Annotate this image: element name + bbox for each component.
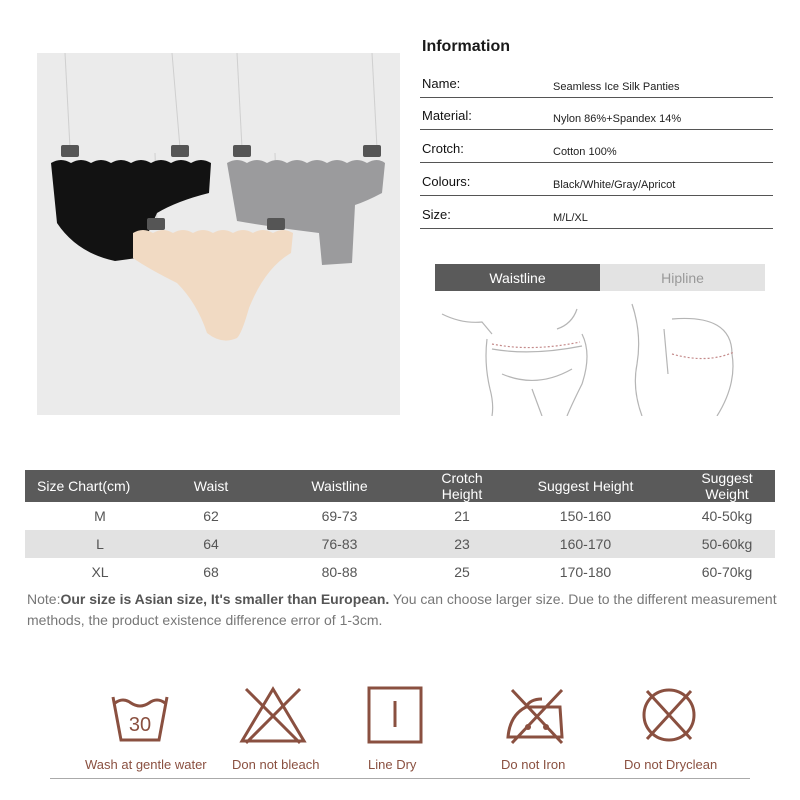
note-bold: Our size is Asian size, It's smaller than European.	[60, 591, 390, 607]
care-label-dryclean: Do not Dryclean	[624, 757, 718, 772]
size-note	[27, 589, 787, 631]
info-key: Crotch:	[422, 141, 464, 156]
cell-waist: 62	[203, 508, 219, 524]
cell-suggest-height: 170-180	[559, 564, 612, 580]
note-prefix: Note:	[27, 591, 61, 607]
size-chart-table	[25, 470, 775, 586]
table-row	[25, 530, 775, 558]
note-text: You can choose larger size. Due to the different measurement methods, the product existence difference error of 1-3cm.	[27, 591, 777, 628]
cell-crotch-height: 25	[454, 564, 470, 580]
cell-suggest-weight: 60-70kg	[701, 564, 753, 580]
cell-waistline: 80-88	[321, 564, 358, 580]
info-value: Black/White/Gray/Apricot	[553, 179, 676, 191]
info-value: Seamless Ice Silk Panties	[553, 81, 680, 93]
panties-illustration	[37, 53, 400, 415]
size-chart-header	[25, 470, 775, 502]
care-label-wash: Wash at gentle water	[85, 757, 207, 772]
header-suggest-weight: Suggest Weight	[679, 470, 775, 502]
cell-suggest-weight: 40-50kg	[701, 508, 753, 524]
info-key: Size:	[422, 207, 451, 222]
no-iron-icon	[502, 685, 572, 745]
cell-suggest-height: 150-160	[559, 508, 612, 524]
info-key: Name:	[422, 76, 461, 91]
no-dryclean-icon	[634, 685, 704, 745]
table-row	[25, 558, 775, 586]
header-waist: Waist	[175, 470, 247, 502]
care-label-iron: Do not Iron	[501, 757, 566, 772]
cell-suggest-weight: 50-60kg	[679, 530, 775, 558]
measurement-figures	[432, 294, 772, 416]
measure-tabs	[435, 264, 765, 291]
info-key: Material:	[422, 108, 472, 123]
care-label-bleach: Don not bleach	[232, 757, 320, 772]
cell-suggest-height: 160-170	[492, 530, 679, 558]
line-dry-icon	[360, 685, 430, 745]
tab-hipline[interactable]: Hipline	[600, 264, 765, 291]
tab-waistline[interactable]: Waistline	[435, 264, 600, 291]
info-title: Information	[422, 38, 510, 55]
wash-30-icon	[105, 685, 175, 745]
info-value: Nylon 86%+Spandex 14%	[553, 113, 682, 125]
svg-text:30: 30	[128, 714, 152, 736]
info-row-colours	[420, 166, 773, 196]
info-row-material	[420, 100, 773, 130]
cell-size: M	[94, 508, 106, 524]
info-key: Colours:	[422, 174, 471, 189]
header-suggest-height: Suggest Height	[492, 470, 679, 502]
cell-waist: 64	[175, 530, 247, 558]
header-waistline: Waistline	[247, 470, 432, 502]
header-crotch-height: Crotch Height	[432, 470, 492, 502]
info-row-name	[420, 68, 773, 98]
cell-crotch-height: 23	[432, 530, 492, 558]
cell-waistline: 69-73	[321, 508, 358, 524]
no-bleach-icon	[238, 685, 308, 745]
table-row	[25, 502, 775, 530]
header-size-chart: Size Chart(cm)	[25, 470, 175, 502]
cell-waist: 68	[203, 564, 219, 580]
product-photo	[37, 53, 400, 415]
cell-crotch-height: 21	[454, 508, 470, 524]
care-label-dry: Line Dry	[368, 757, 417, 772]
info-row-size	[420, 199, 773, 229]
info-value: Cotton 100%	[553, 146, 617, 158]
info-row-crotch	[420, 133, 773, 163]
info-value: M/L/XL	[553, 212, 588, 224]
divider	[50, 778, 750, 779]
cell-size: XL	[91, 564, 109, 580]
cell-size: L	[25, 530, 175, 558]
cell-waistline: 76-83	[247, 530, 432, 558]
